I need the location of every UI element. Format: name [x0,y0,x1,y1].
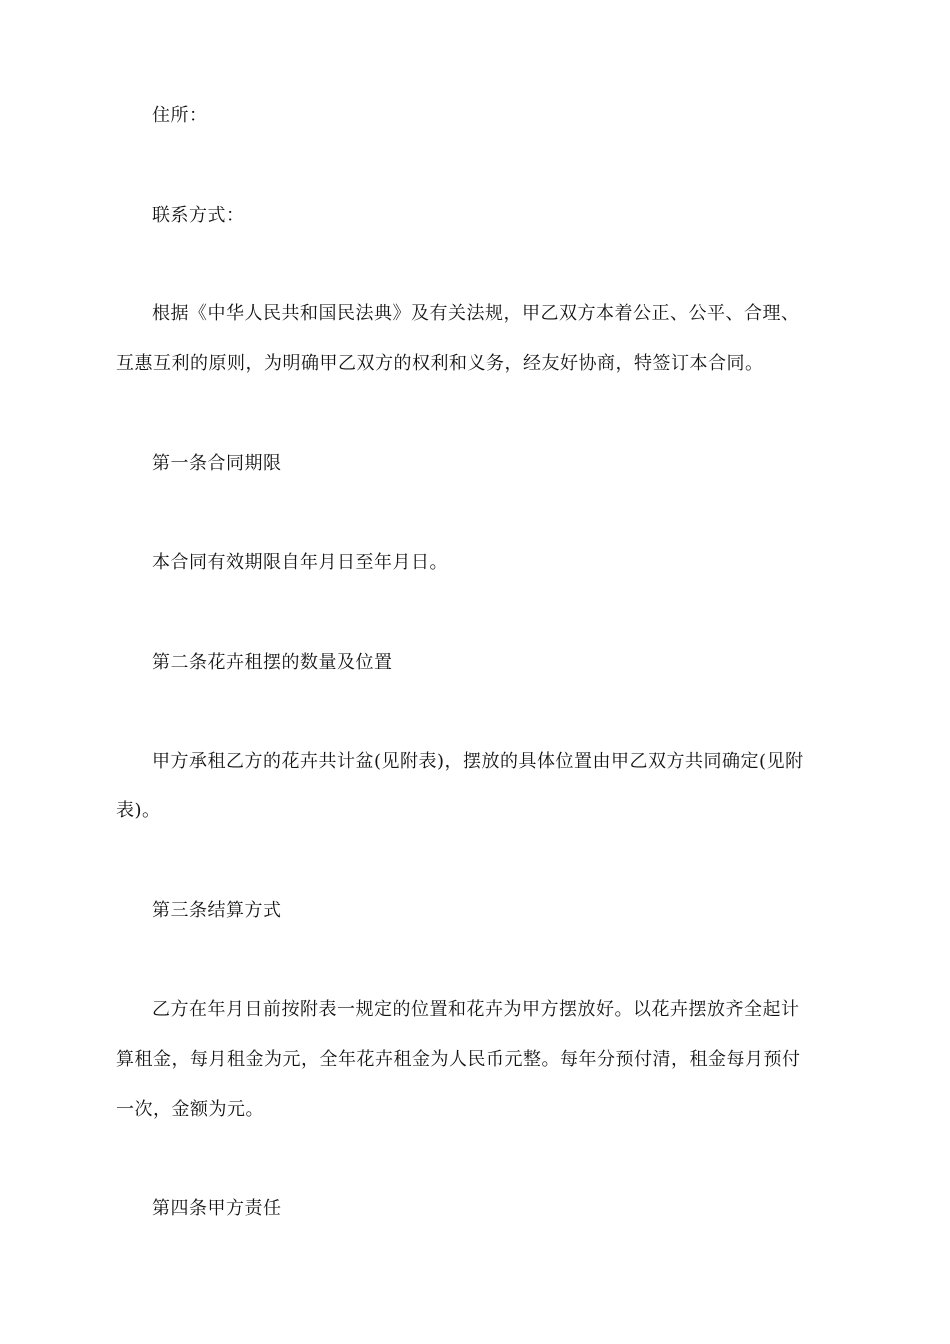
article3-heading: 第三条结算方式 [152,900,282,921]
article2-body-line-2: 表)。 [116,800,161,821]
article3-body-line-3: 一次，金额为元。 [116,1099,264,1120]
article1-heading: 第一条合同期限 [152,453,282,474]
article2-heading: 第二条花卉租摆的数量及位置 [152,652,393,673]
article2-body-line-1: 甲方承租乙方的花卉共计盆(见附表)，摆放的具体位置由甲乙双方共同确定(见附 [152,751,804,772]
preamble-line-2: 互惠互利的原则，为明确甲乙双方的权利和义务，经友好协商，特签订本合同。 [116,353,764,374]
address-label: 住所： [152,105,208,126]
contact-label: 联系方式： [152,205,245,226]
article3-body-line-1: 乙方在年月日前按附表一规定的位置和花卉为甲方摆放好。以花卉摆放齐全起计 [152,999,800,1020]
article3-body-line-2: 算租金，每月租金为元，全年花卉租金为人民币元整。每年分预付清，租金每月预付 [116,1049,801,1070]
preamble-line-1: 根据《中华人民共和国民法典》及有关法规，甲乙双方本着公正、公平、合理、 [152,303,800,324]
article4-heading: 第四条甲方责任 [152,1198,282,1219]
article1-body-line-1: 本合同有效期限自年月日至年月日。 [152,552,448,573]
